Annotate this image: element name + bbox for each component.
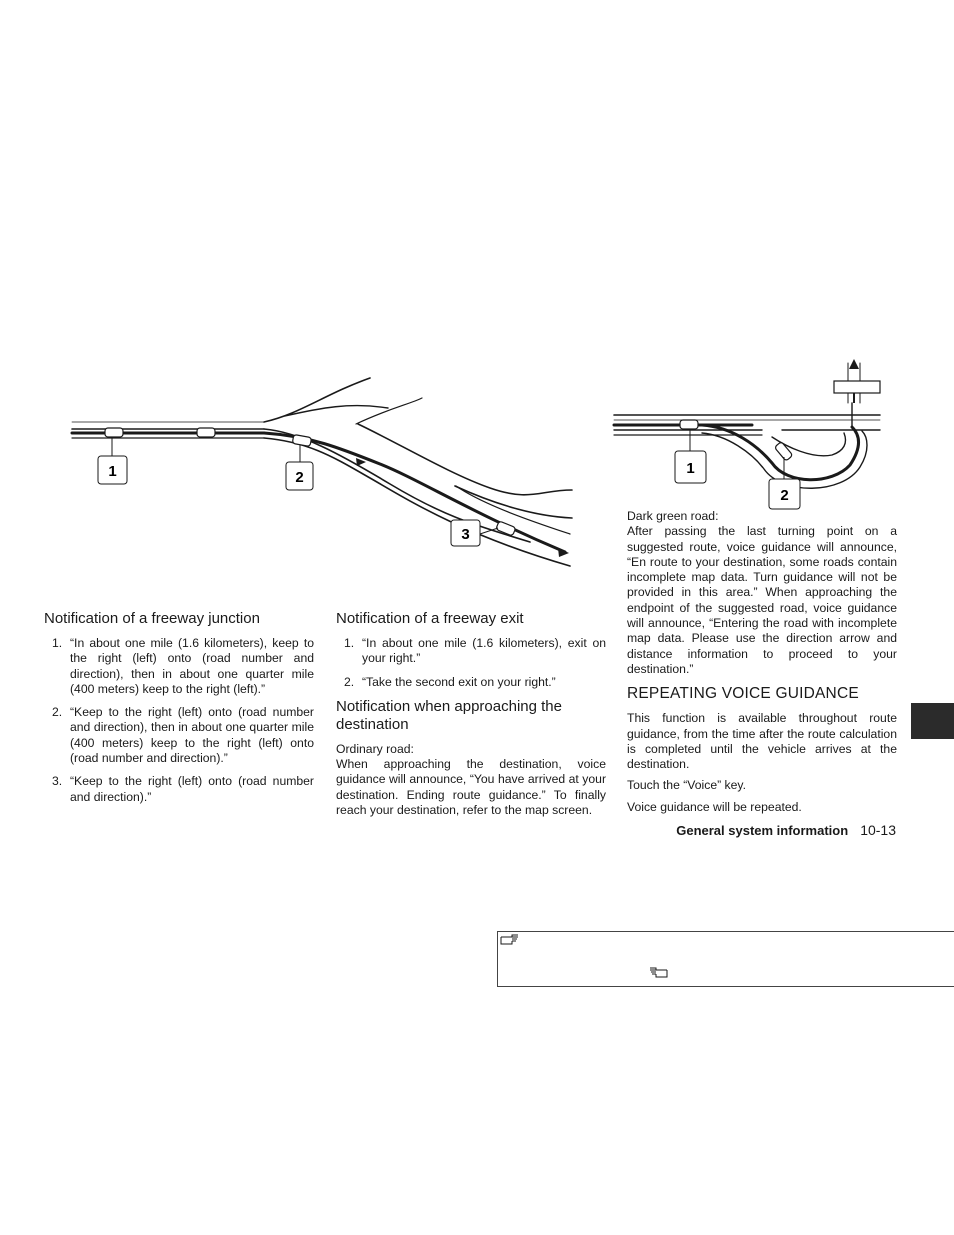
callout-1: [98, 456, 127, 484]
list-item: 1. “In about one mile (1.6 kilometers), exit on your right.”: [344, 636, 606, 666]
reference-note-box: [497, 931, 954, 987]
paragraph-touch-voice: Touch the “Voice” key.: [627, 778, 746, 793]
exit-list: [336, 636, 606, 690]
callout-3: [451, 520, 480, 546]
footer-section-title: General system information: [676, 823, 849, 838]
column-repeating-guidance: [627, 509, 897, 821]
svg-text:2: 2: [780, 487, 789, 504]
section-tab-marker: [911, 703, 954, 739]
page-number: 10-13: [860, 822, 896, 838]
junction-list: [44, 636, 314, 805]
list-item: 1. “In about one mile (1.6 kilometers), keep to the right (left) onto (road number and direction), then in about one quarter mile (400 meters) keep to the right (left).”: [52, 636, 314, 696]
paragraph-availability: This function is available throughout route guidance, from the time after the route calculation is completed until the vehicle arrives at the destination.: [627, 711, 897, 772]
pointing-hand-icon: [648, 967, 668, 979]
heading-approaching-destination: Notification when approaching the destination: [336, 697, 562, 733]
paragraph-ordinary-road: When approaching the destination, voice guidance will announce, “You have arrived at your destination. Ending route guidance.” To finally reach your destination, refer to the map screen.: [336, 757, 606, 818]
heading-freeway-junction: Notification of a freeway junction: [44, 610, 260, 627]
column-freeway-exit: [336, 610, 606, 824]
page-footer: [676, 822, 896, 838]
list-item: 2. “Keep to the right (left) onto (road number and direction), then in about one quarter mile (400 meters) keep to the right (left) onto (road number and direction).”: [52, 705, 314, 766]
subheading-ordinary-road: Ordinary road:: [336, 741, 414, 756]
svg-text:3: 3: [461, 526, 470, 543]
paragraph-repeated: Voice guidance will be repeated.: [627, 799, 802, 814]
svg-text:2: 2: [295, 469, 304, 486]
paragraph-dark-green-road: After passing the last turning point on a suggested route, voice guidance will announce, “En route to your destination, some roads contain incomplete map data. Turn guidance will not be provided in this area.” When approaching the endpoint of the suggested road, voice guidance will announce, “Entering the road with incomplete map data. Please use the direction arrow and distance information to proceed to your destination.”: [627, 524, 897, 676]
pointing-hand-icon: [500, 934, 520, 946]
callout-2: [769, 479, 800, 509]
svg-text:1: 1: [686, 460, 695, 477]
svg-text:1: 1: [108, 463, 117, 480]
column-freeway-junction: [44, 610, 314, 813]
destination-route-figure: [612, 355, 884, 513]
callout-1: [675, 451, 706, 483]
freeway-junction-figure: [70, 374, 575, 570]
list-item: 2. “Take the second exit on your right.”: [344, 674, 556, 689]
heading-repeating-voice-guidance: REPEATING VOICE GUIDANCE: [627, 685, 859, 703]
subheading-dark-green-road: Dark green road:: [627, 509, 719, 523]
heading-freeway-exit: Notification of a freeway exit: [336, 610, 524, 627]
list-item: 3. “Keep to the right (left) onto (road number and direction).”: [52, 774, 314, 804]
callout-2: [286, 462, 313, 490]
